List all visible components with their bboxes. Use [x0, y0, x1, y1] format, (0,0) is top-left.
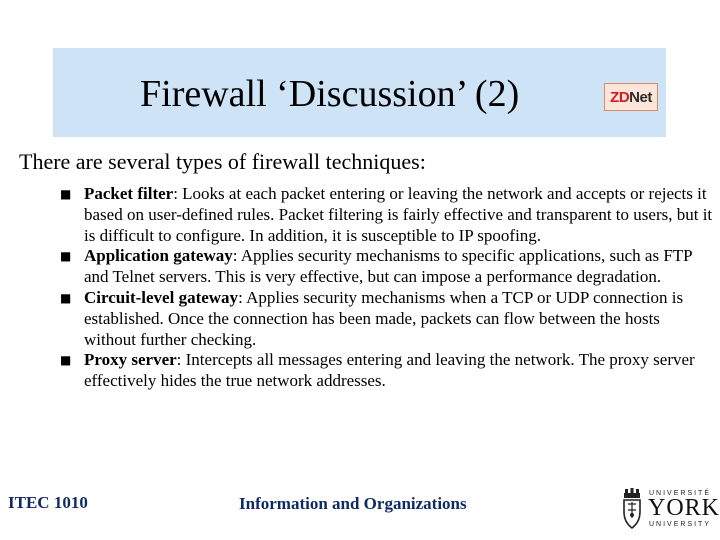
intro-text: There are several types of firewall techniques:: [19, 149, 426, 174]
footer-course: ITEC 1010: [8, 493, 88, 512]
bullet-term: Proxy server: [84, 350, 177, 370]
zdnet-logo-zd: ZD: [610, 88, 630, 106]
footer-subject: Information and Organizations: [239, 494, 467, 513]
bullet-icon: ■: [60, 187, 72, 201]
bullet-icon: ■: [60, 249, 72, 264]
bullet-proxy-server: [60, 350, 714, 392]
bullet-text: : Intercepts all messages entering and leaving the network. The proxy server effectively hides the true network addresses.: [84, 350, 695, 391]
bullet-term: Application gateway: [84, 246, 233, 266]
york-university-logo: [622, 488, 720, 532]
bullet-application-gateway: [60, 246, 714, 288]
york-logo-top-text: UNIVERSITÉ: [649, 490, 712, 497]
bullet-text: : Applies security mechanisms to specific applications, such as FTP and Telnet servers. This is very effective, but can impose a performance degradation.: [84, 246, 692, 287]
bullet-packet-filter: [60, 184, 714, 246]
zdnet-logo: [604, 83, 658, 111]
bullet-term: Packet filter: [84, 184, 174, 203]
bullet-text: : Looks at each packet entering or leaving the network and accepts or rejects it based on user-defined rules. Packet filtering is fairly effective and transparent to users, but it is difficult to configure. In addition, it is susceptible to IP spoofing.: [84, 184, 713, 245]
york-logo-main-text: YORK: [648, 495, 720, 521]
bullet-term: Circuit-level gateway: [84, 287, 239, 307]
zdnet-logo-net: Net: [629, 88, 652, 106]
bullet-icon: ■: [60, 290, 72, 305]
bullet-icon: ■: [60, 353, 72, 368]
slide-title: Firewall ‘Discussion’ (2): [140, 73, 520, 115]
york-logo-bottom-text: UNIVERSITY: [649, 521, 712, 528]
york-crest-icon: [622, 488, 642, 532]
bullet-circuit-level-gateway: [60, 288, 714, 350]
bullet-list: [60, 184, 714, 392]
bullet-text: : Applies security mechanisms when a TCP or UDP connection is established. Once the connection has been made, packets can flow between the hosts without further checking.: [84, 287, 684, 349]
